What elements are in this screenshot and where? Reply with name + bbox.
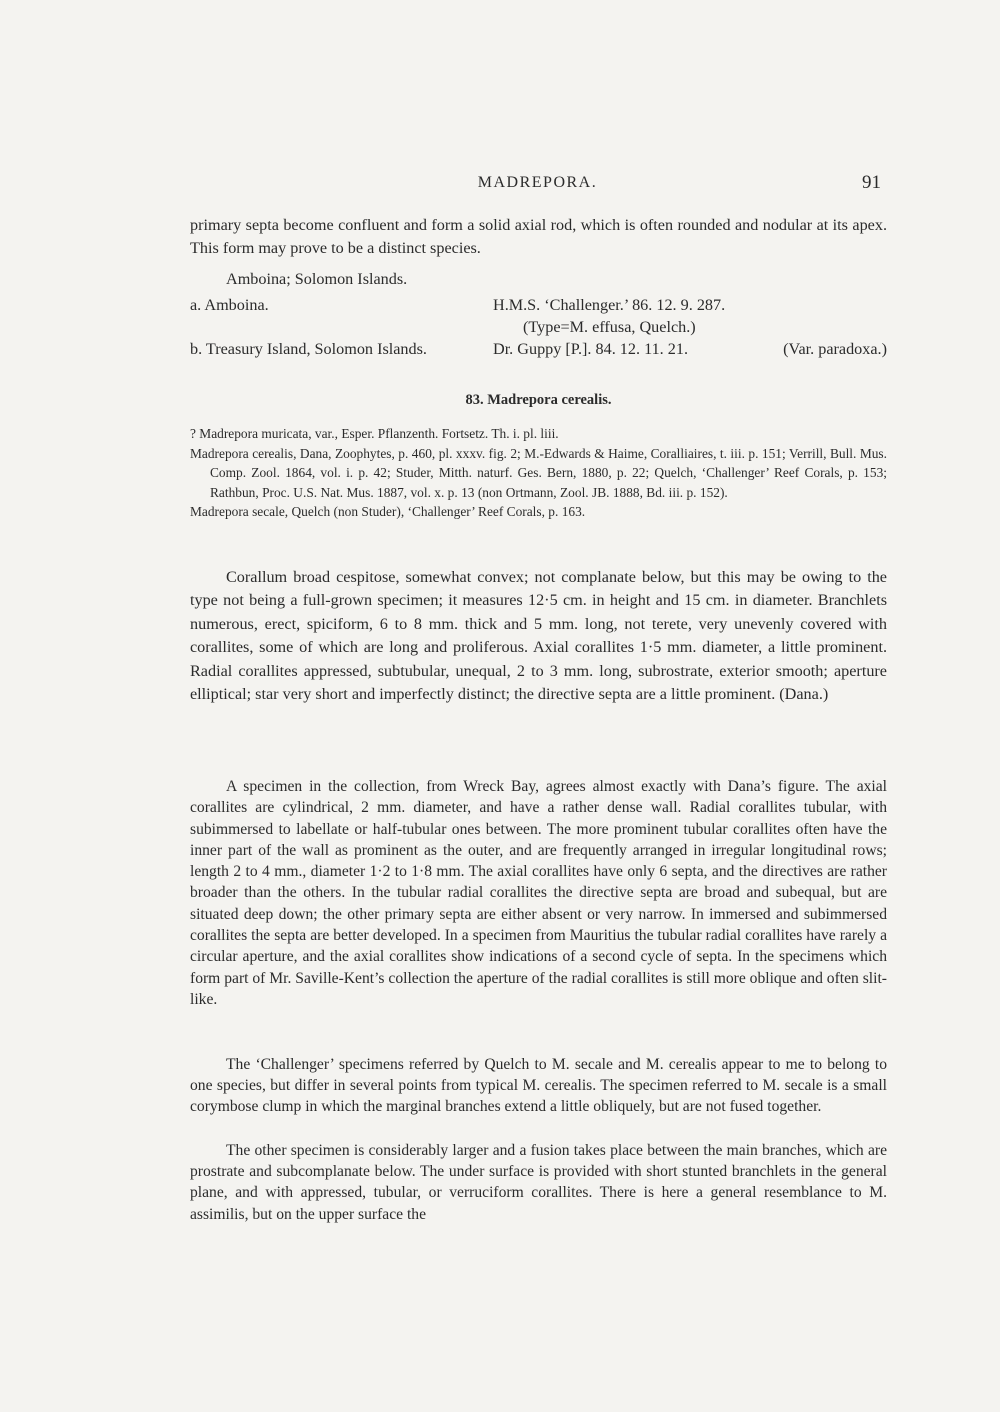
wreck-bay-paragraph: A specimen in the collection, from Wreck Bay, agrees almost exactly with Dana’s figure. The axial corallites are cylindrical, 2 mm. diameter, and have a rather dense wall. Radial corallites tubular, with subimmersed to labellate or half-tubular ones between. The more prominent tubular corallites often have the inner part of the wall as prominent as the outer, and are frequently arranged in irregular longitudinal rows; length 2 to 4 mm., diameter 1·2 to 1·8 mm. The axial corallites have only 6 septa, and the directives are rather broader than the others. In the tubular radial corallites the directive septa are broad and subequal, but are situated deep down; the other primary septa are either absent or very narrow. In immersed and subimmersed corallites the septa are better developed. In a specimen from Mauritius the tubular radial corallites have rarely a circular aperture, and the axial corallites show indications of a second cycle of septa. In the specimens which form part of Mr. Saville-Kent’s collection the aperture of the radial corallites is still more oblique and often slit-like.	[190, 778, 887, 1008]
synonymy-block	[190, 424, 887, 522]
locality-block	[190, 268, 887, 291]
running-title: MADREPORA.	[477, 174, 598, 191]
intro-block	[190, 214, 887, 259]
specimen-label: b. Treasury Island, Solomon Islands.	[190, 340, 427, 358]
intro-paragraph: primary septa become confluent and form a solid axial rod, which is often rounded and nodular at its apex. This form may prove to be a distinct species.	[190, 216, 887, 257]
description-paragraph: Corallum broad cespitose, somewhat convex; not complanate below, but this may be owing to the type not being a full-grown specimen; it measures 12·5 cm. in height and 15 cm. in diameter. Branchlets numerous, erect, spiciform, 6 to 8 mm. thick and 5 mm. long, not terete, very unevenly covered with corallites, some of which are long and proliferous. Axial corallites 1·5 mm. diameter, a little prominent. Radial corallites appressed, subtubular, unequal, 2 to 3 mm. long, subrostrate, exterior smooth; aperture elliptical; star very short and imperfectly distinct; the directive septa are a little prominent. (Dana.)	[190, 568, 887, 704]
specimen-row	[190, 340, 887, 362]
page-number: 91	[862, 172, 881, 193]
localities: Amboina; Solomon Islands.	[226, 270, 408, 288]
specimen-source: Dr. Guppy [P.]. 84. 12. 11. 21.	[493, 340, 688, 358]
synonymy-entry: Madrepora cerealis, Dana, Zoophytes, p. 460, pl. xxxv. fig. 2; M.-Edwards & Haime, Coralliaires, t. iii. p. 151; Verrill, Bull. Mus. Comp. Zool. 1864, vol. i. p. 42; Studer, Mitth. naturf. Ges. Bern, 1880, p. 22; Quelch, ‘Challenger’ Reef Corals, p. 153; Rathbun, Proc. U.S. Nat. Mus. 1887, vol. x. p. 13 (non Ortmann, Zool. JB. 1888, Bd. iii. p. 152).	[190, 445, 887, 500]
specimen-source: H.M.S. ‘Challenger.’ 86. 12. 9. 287.	[493, 296, 726, 314]
species-heading-block	[190, 392, 887, 409]
specimen-row	[190, 296, 887, 318]
specimen-list	[190, 296, 887, 362]
synonymy-entry: ? Madrepora muricata, var., Esper. Pflanzenth. Fortsetz. Th. i. pl. liii.	[190, 426, 559, 441]
challenger-paragraph: The ‘Challenger’ specimens referred by Quelch to M. secale and M. cerealis appear to me to belong to one species, but differ in several points from typical M. cerealis. The specimen referred to M. secale is a small corymbose clump in which the marginal branches extend a little obliquely, but are not fused together.	[190, 1056, 887, 1116]
specimen-label: a. Amboina.	[190, 296, 269, 314]
species-heading: 83. Madrepora cerealis.	[465, 392, 612, 408]
challenger-block	[190, 1054, 887, 1118]
description-block	[190, 566, 887, 706]
specimen-note-row	[190, 318, 887, 340]
running-head	[190, 172, 885, 196]
other-specimen-block	[190, 1140, 887, 1225]
other-specimen-paragraph: The other specimen is considerably larger and a fusion takes place between the main branches, which are prostrate and subcomplanate below. The under surface is provided with short stunted branchlets in the general plane, and with appressed, tubular, or verruciform corallites. There is here a general resemblance to M. assimilis, but on the upper surface the	[190, 1142, 887, 1223]
synonymy-entry: Madrepora secale, Quelch (non Studer), ‘Challenger’ Reef Corals, p. 163.	[190, 504, 586, 519]
specimen-note: (Type=M. effusa, Quelch.)	[523, 318, 696, 336]
wreck-bay-block	[190, 776, 887, 1010]
specimen-variety: (Var. paradoxa.)	[783, 340, 887, 358]
